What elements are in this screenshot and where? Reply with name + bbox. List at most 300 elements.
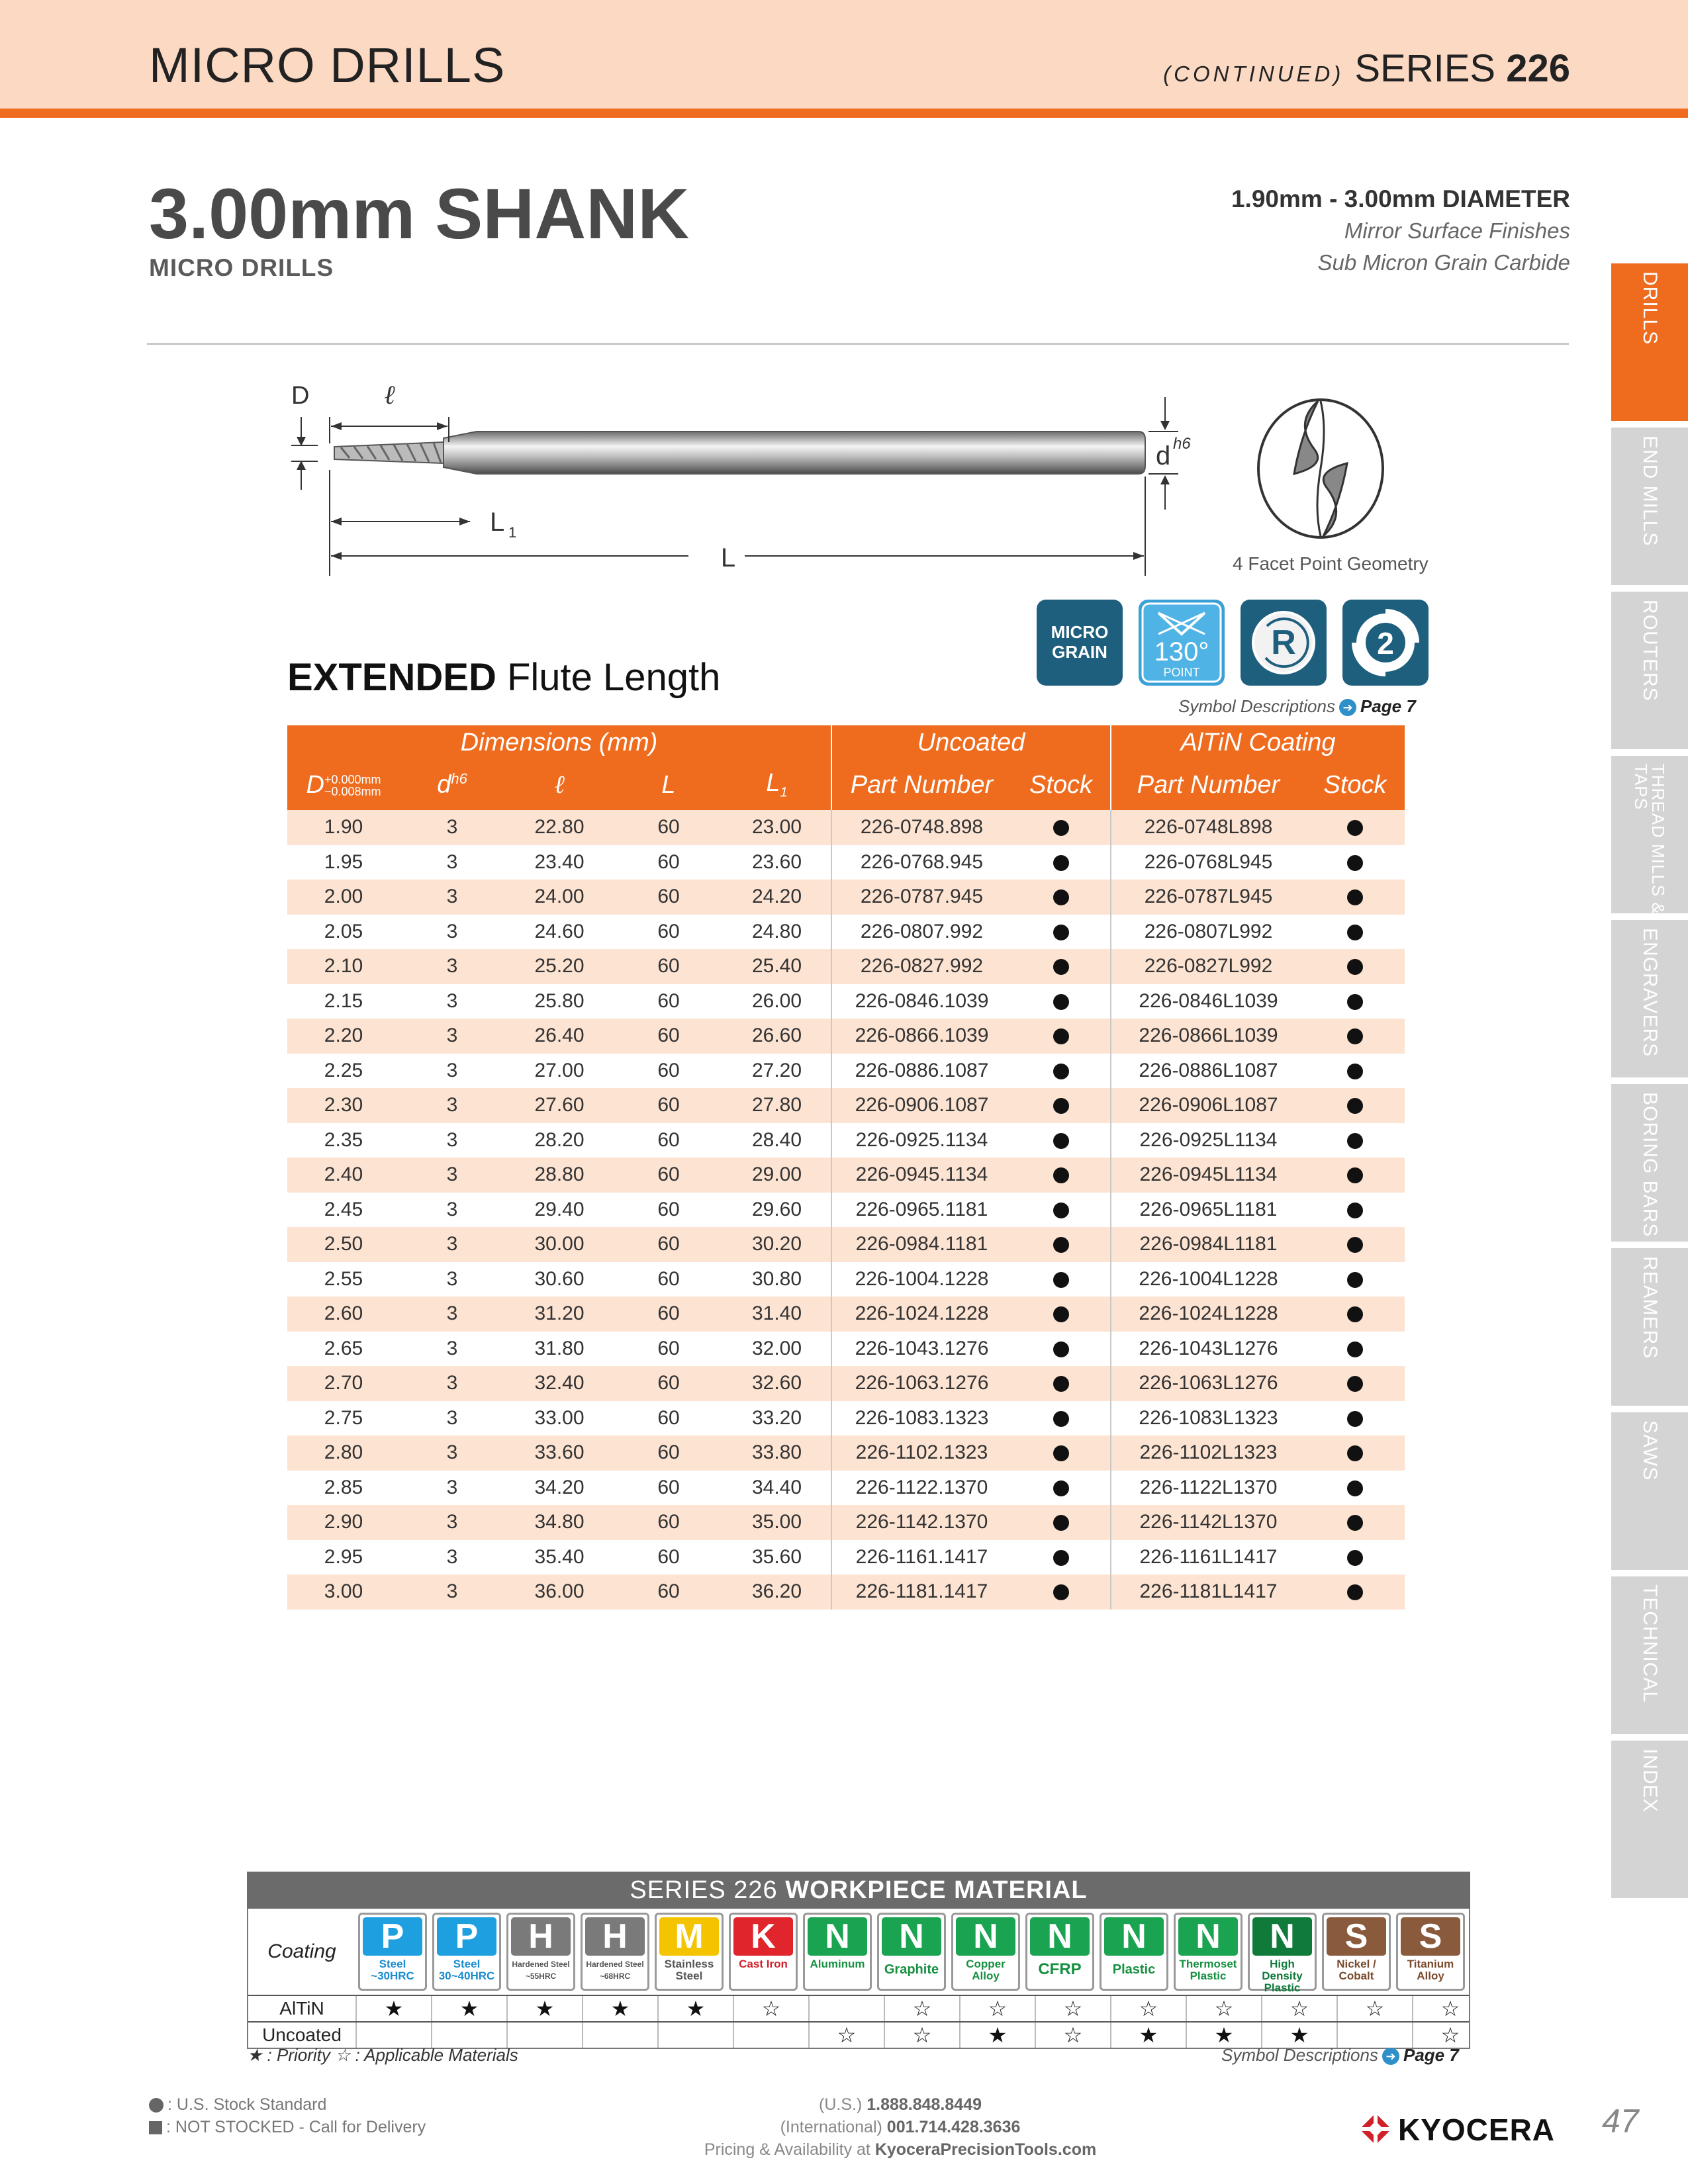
- cell-length-L1: 27.80: [723, 1088, 831, 1123]
- page-number: 47: [1602, 2103, 1639, 2140]
- kyocera-logo: [1356, 2109, 1556, 2150]
- stock-dot-icon: [1347, 1237, 1363, 1253]
- cell-shank-diameter: 3: [400, 984, 504, 1019]
- stock-dot-icon: [1053, 820, 1069, 836]
- stock-dot-icon: [1053, 1203, 1069, 1218]
- material-cell: [652, 1913, 726, 1991]
- cell-overall-length: 60: [614, 880, 723, 915]
- cell-part-number-altin: 226-0846L1039: [1111, 984, 1305, 1019]
- cell-flute-length: 24.60: [504, 915, 614, 950]
- material-name: Steel ~30HRC: [371, 1958, 414, 1982]
- col-D-symbol: D: [306, 770, 324, 799]
- material-badge: [1100, 1913, 1168, 1991]
- uncoated-rating: [355, 2023, 431, 2048]
- cell-part-number-altin: 226-1122L1370: [1111, 1471, 1305, 1506]
- international-phone: (International) 001.714.428.3636: [780, 2118, 1021, 2136]
- label-h6: h6: [1173, 435, 1191, 453]
- cell-length-L1: 27.20: [723, 1054, 831, 1089]
- material-name: Stainless Steel: [664, 1958, 714, 1982]
- cell-stock-altin: [1305, 1297, 1405, 1332]
- table-row: [287, 1401, 1405, 1436]
- col-header-stock: Stock: [1011, 760, 1111, 810]
- cell-shank-diameter: 3: [400, 1193, 504, 1228]
- side-tab-drills[interactable]: [1611, 263, 1688, 421]
- table-row: [287, 1332, 1405, 1367]
- cell-part-number-altin: 226-1142L1370: [1111, 1505, 1305, 1540]
- material-badge: [1322, 1913, 1391, 1991]
- cell-flute-length: 27.60: [504, 1088, 614, 1123]
- label-D: D: [291, 382, 310, 410]
- cell-flute-length: 24.00: [504, 880, 614, 915]
- two-flute-badge: [1342, 600, 1429, 686]
- cell-part-number: 226-0906.1087: [831, 1088, 1011, 1123]
- side-tab-end-mills[interactable]: [1611, 428, 1688, 585]
- material-cell: [355, 1913, 430, 1991]
- cell-part-number-altin: 226-1181L1417: [1111, 1574, 1305, 1610]
- uncoated-row: [248, 2021, 1469, 2048]
- l-arrow-left: [331, 422, 342, 430]
- material-cell: [1245, 1913, 1319, 1994]
- table-row: [287, 1158, 1405, 1193]
- cell-stock-altin: [1305, 1574, 1405, 1610]
- uncoated-rating: [1336, 2023, 1412, 2048]
- label-L1: L: [490, 508, 505, 537]
- stock-dot-icon: [1347, 1167, 1363, 1183]
- continued-label: (CONTINUED): [1163, 62, 1344, 86]
- cell-flute-length: 34.20: [504, 1471, 614, 1506]
- stock-dot-icon: [1347, 1342, 1363, 1357]
- table-row: [287, 1574, 1405, 1610]
- altin-rating: ☆: [733, 1996, 808, 2021]
- cell-overall-length: 60: [614, 1123, 723, 1158]
- altin-rating: ★: [355, 1996, 431, 2021]
- table-row: [287, 1540, 1405, 1575]
- cell-overall-length: 60: [614, 1088, 723, 1123]
- col-header-D: [287, 760, 400, 810]
- cell-stock: [1011, 1435, 1111, 1471]
- cell-part-number: 226-1043.1276: [831, 1332, 1011, 1367]
- table-row: [287, 1054, 1405, 1089]
- cell-shank-diameter: 3: [400, 1435, 504, 1471]
- cell-stock: [1011, 810, 1111, 845]
- cell-stock-altin: [1305, 1435, 1405, 1471]
- cell-stock-altin: [1305, 1471, 1405, 1506]
- uncoated-rating: [506, 2023, 582, 2048]
- cell-stock: [1011, 1471, 1111, 1506]
- cell-length-L1: 24.20: [723, 880, 831, 915]
- material-cell: [504, 1913, 578, 1991]
- table-row: [287, 1366, 1405, 1401]
- header-rule: [0, 109, 1688, 118]
- cell-stock-altin: [1305, 1019, 1405, 1054]
- side-tab-label: SAWS: [1639, 1420, 1661, 1481]
- radius-icon: [1241, 600, 1327, 686]
- cell-stock: [1011, 1540, 1111, 1575]
- material-name: Steel 30~40HRC: [438, 1958, 495, 1982]
- cell-flute-length: 25.20: [504, 949, 614, 984]
- stock-dot-icon: [1053, 1098, 1069, 1114]
- cell-part-number: 226-0787.945: [831, 880, 1011, 915]
- cell-flute-length: 36.00: [504, 1574, 614, 1610]
- cell-flute-length: 28.20: [504, 1123, 614, 1158]
- group-header-dimensions: Dimensions (mm): [287, 725, 831, 760]
- material-icon-row: [248, 1909, 1469, 1995]
- cell-flute-length: 31.80: [504, 1332, 614, 1367]
- side-tab-boring-bars[interactable]: [1611, 1084, 1688, 1242]
- material-name: CFRP: [1038, 1960, 1082, 1978]
- table-row: [287, 984, 1405, 1019]
- title-divider: [147, 343, 1569, 345]
- cell-shank-diameter: 3: [400, 810, 504, 845]
- stock-dot-icon: [1347, 1203, 1363, 1218]
- material-letter: M: [659, 1917, 719, 1956]
- cell-diameter: 2.30: [287, 1088, 400, 1123]
- table-row: [287, 1123, 1405, 1158]
- cell-part-number-altin: 226-0984L1181: [1111, 1227, 1305, 1262]
- cell-flute-length: 25.80: [504, 984, 614, 1019]
- stock-dot-icon: [1053, 889, 1069, 905]
- cell-length-L1: 35.60: [723, 1540, 831, 1575]
- symbol-descriptions-page: Page 7: [1360, 696, 1416, 716]
- col-d-symbol: d: [437, 770, 451, 799]
- material-name: Thermoset Plastic: [1179, 1958, 1237, 1982]
- table-row: [287, 949, 1405, 984]
- cell-part-number-altin: 226-0748L898: [1111, 810, 1305, 845]
- workpiece-title-bold: WORKPIECE MATERIAL: [785, 1876, 1088, 1904]
- cell-part-number-altin: 226-1043L1276: [1111, 1332, 1305, 1367]
- material-badge: [951, 1913, 1020, 1991]
- altin-rating: ☆: [1110, 1996, 1186, 2021]
- cell-stock: [1011, 1366, 1111, 1401]
- side-tab-label: DRILLS: [1639, 271, 1661, 345]
- cell-shank-diameter: 3: [400, 1297, 504, 1332]
- stock-dot-icon: [149, 2098, 164, 2113]
- facet-geometry-icon: [1254, 396, 1387, 541]
- cell-stock: [1011, 1297, 1111, 1332]
- cell-stock-altin: [1305, 1088, 1405, 1123]
- material-letter: N: [956, 1917, 1015, 1956]
- d-arrow-bottom-head: [1160, 475, 1170, 484]
- material-cell: [874, 1913, 949, 1991]
- cell-flute-length: 35.40: [504, 1540, 614, 1575]
- stock-dot-icon: [1347, 889, 1363, 905]
- cell-overall-length: 60: [614, 1332, 723, 1367]
- cell-part-number: 226-0748.898: [831, 810, 1011, 845]
- side-tab-label: ROUTERS: [1639, 600, 1661, 702]
- stock-dot-icon: [1347, 959, 1363, 975]
- side-tab-saws[interactable]: [1611, 1412, 1688, 1570]
- cell-part-number: 226-1122.1370: [831, 1471, 1011, 1506]
- col-D-tol-minus: −0.008mm: [324, 785, 381, 799]
- stock-dot-icon: [1053, 1515, 1069, 1531]
- radius-badge: [1241, 600, 1327, 686]
- stock-dot-icon: [1053, 1064, 1069, 1079]
- cell-overall-length: 60: [614, 915, 723, 950]
- altin-rating: [808, 1996, 884, 2021]
- uncoated-rating: ★: [1110, 2023, 1186, 2048]
- cell-part-number-altin: 226-0906L1087: [1111, 1088, 1305, 1123]
- cell-stock: [1011, 1401, 1111, 1436]
- cell-part-number: 226-1024.1228: [831, 1297, 1011, 1332]
- cell-part-number-altin: 226-1083L1323: [1111, 1401, 1305, 1436]
- group-header-altin: AlTiN Coating: [1111, 725, 1405, 760]
- cell-part-number: 226-1102.1323: [831, 1435, 1011, 1471]
- drill-dimension-diagram: [278, 371, 1205, 582]
- material-name: Plastic: [1112, 1962, 1156, 1977]
- cell-flute-length: 30.60: [504, 1262, 614, 1297]
- cell-stock-altin: [1305, 880, 1405, 915]
- cell-flute-length: 23.40: [504, 845, 614, 880]
- finish-note: Mirror Surface Finishes: [1344, 218, 1570, 243]
- badge-line2: GRAIN: [1052, 642, 1107, 662]
- stock-dot-icon: [1053, 1445, 1069, 1461]
- diameter-range: 1.90mm - 3.00mm DIAMETER: [1231, 185, 1570, 212]
- cell-stock: [1011, 1088, 1111, 1123]
- altin-rating: ★: [506, 1996, 582, 2021]
- cell-shank-diameter: 3: [400, 1366, 504, 1401]
- cell-part-number: 226-0846.1039: [831, 984, 1011, 1019]
- material-cell: [726, 1913, 800, 1991]
- uncoated-rating: ★: [1186, 2023, 1261, 2048]
- stock-dot-icon: [1347, 994, 1363, 1010]
- cell-shank-diameter: 3: [400, 880, 504, 915]
- side-tab-thread-mills[interactable]: [1611, 756, 1688, 913]
- cell-diameter: 2.20: [287, 1019, 400, 1054]
- cell-shank-diameter: 3: [400, 1540, 504, 1575]
- L1-arrow-right: [459, 518, 470, 525]
- cell-part-number-altin: 226-1004L1228: [1111, 1262, 1305, 1297]
- cell-part-number: 226-1004.1228: [831, 1262, 1011, 1297]
- material-badge: [803, 1913, 872, 1991]
- cell-overall-length: 60: [614, 1297, 723, 1332]
- series-heading: [1163, 46, 1570, 91]
- material-cell: [1023, 1913, 1097, 1991]
- workpiece-title-prefix: SERIES 226: [630, 1876, 786, 1904]
- cell-part-number: 226-1181.1417: [831, 1574, 1011, 1610]
- altin-rating: ★: [431, 1996, 506, 2021]
- cell-length-L1: 25.40: [723, 949, 831, 984]
- col-header-part-number-altin: Part Number: [1111, 760, 1305, 810]
- symbol-descriptions-link-bottom[interactable]: [1221, 2045, 1459, 2066]
- cell-part-number: 226-0965.1181: [831, 1193, 1011, 1228]
- material-badge: [729, 1913, 798, 1991]
- stock-dot-icon: [1347, 1028, 1363, 1044]
- side-tab-routers[interactable]: [1611, 592, 1688, 749]
- cell-shank-diameter: 3: [400, 1019, 504, 1054]
- cell-diameter: 3.00: [287, 1574, 400, 1610]
- point-angle-value: 130°: [1154, 637, 1209, 666]
- stock-dot-icon: [1347, 1480, 1363, 1496]
- cell-flute-length: 33.00: [504, 1401, 614, 1436]
- cell-stock: [1011, 1158, 1111, 1193]
- cell-stock: [1011, 880, 1111, 915]
- cell-part-number-altin: 226-0945L1134: [1111, 1158, 1305, 1193]
- stock-dot-icon: [1053, 1411, 1069, 1427]
- cell-shank-diameter: 3: [400, 1158, 504, 1193]
- material-badge: [432, 1913, 501, 1991]
- cell-length-L1: 30.80: [723, 1262, 831, 1297]
- cell-part-number-altin: 226-0807L992: [1111, 915, 1305, 950]
- arrow-right-icon: ➔: [1382, 2048, 1399, 2065]
- uncoated-rating: [733, 2023, 808, 2048]
- cell-shank-diameter: 3: [400, 1054, 504, 1089]
- cell-stock-altin: [1305, 984, 1405, 1019]
- cell-shank-diameter: 3: [400, 1401, 504, 1436]
- point-angle-label: POINT: [1163, 666, 1200, 679]
- material-letter: N: [1104, 1917, 1164, 1956]
- cell-diameter: 2.00: [287, 880, 400, 915]
- cell-length-L1: 33.20: [723, 1401, 831, 1436]
- stock-dot-icon: [1053, 1342, 1069, 1357]
- cell-shank-diameter: 3: [400, 845, 504, 880]
- side-tab-technical[interactable]: [1611, 1576, 1688, 1734]
- side-tab-label: BORING BARS: [1639, 1092, 1661, 1238]
- stock-dot-icon: [1053, 1480, 1069, 1496]
- stock-dot-icon: [1053, 1550, 1069, 1566]
- cell-length-L1: 36.20: [723, 1574, 831, 1610]
- cell-length-L1: 23.60: [723, 845, 831, 880]
- cell-stock-altin: [1305, 915, 1405, 950]
- stock-dot-icon: [1347, 1064, 1363, 1079]
- cell-part-number: 226-0886.1087: [831, 1054, 1011, 1089]
- stock-dot-icon: [1347, 1550, 1363, 1566]
- cell-shank-diameter: 3: [400, 1262, 504, 1297]
- product-subtitle: MICRO DRILLS: [149, 254, 334, 281]
- cell-part-number: 226-1063.1276: [831, 1366, 1011, 1401]
- table-row: [287, 1193, 1405, 1228]
- side-tab-engravers[interactable]: [1611, 920, 1688, 1077]
- uncoated-rating: ★: [959, 2023, 1035, 2048]
- label-flute-length: ℓ: [384, 380, 395, 410]
- cell-shank-diameter: 3: [400, 915, 504, 950]
- cell-part-number-altin: 226-0768L945: [1111, 845, 1305, 880]
- stock-dot-icon: [1053, 1272, 1069, 1288]
- cell-overall-length: 60: [614, 1401, 723, 1436]
- table-row: [287, 880, 1405, 915]
- two-flute-icon: [1342, 600, 1429, 686]
- L-arrow-right: [1133, 552, 1144, 560]
- uncoated-rating: ☆: [1035, 2023, 1110, 2048]
- col-header-l: ℓ: [504, 760, 614, 810]
- cell-part-number-altin: 226-1024L1228: [1111, 1297, 1305, 1332]
- material-cell: [1393, 1913, 1468, 1991]
- altin-row: [248, 1995, 1469, 2021]
- cell-stock: [1011, 1193, 1111, 1228]
- table-row: [287, 1471, 1405, 1506]
- label-L1-sub: 1: [508, 524, 517, 541]
- table-row: [287, 1227, 1405, 1262]
- material-badge: [506, 1913, 575, 1991]
- material-name: Hardened Steel ~68HRC: [586, 1960, 644, 1981]
- cell-length-L1: 32.60: [723, 1366, 831, 1401]
- cell-stock-altin: [1305, 1505, 1405, 1540]
- side-tab-index[interactable]: [1611, 1741, 1688, 1898]
- material-name: High Density Plastic: [1262, 1958, 1303, 1994]
- side-tab-reamers[interactable]: [1611, 1248, 1688, 1406]
- stock-dot-icon: [1347, 1098, 1363, 1114]
- stock-dot-icon: [1053, 1584, 1069, 1600]
- cell-flute-length: 30.00: [504, 1227, 614, 1262]
- cell-part-number-altin: 226-0787L945: [1111, 880, 1305, 915]
- L-arrow-left: [331, 552, 342, 560]
- stock-dot-icon: [1053, 1237, 1069, 1253]
- cell-overall-length: 60: [614, 1158, 723, 1193]
- cell-shank-diameter: 3: [400, 1088, 504, 1123]
- logo-text: KYOCERA: [1398, 2113, 1556, 2147]
- altin-rating: ☆: [1412, 1996, 1487, 2021]
- cell-diameter: 2.90: [287, 1505, 400, 1540]
- material-cell: [800, 1913, 874, 1991]
- cell-overall-length: 60: [614, 1193, 723, 1228]
- col-header-part-number: Part Number: [831, 760, 1011, 810]
- side-tab-label: THREAD MILLS & TAPS: [1631, 764, 1668, 915]
- cell-overall-length: 60: [614, 1435, 723, 1471]
- cell-diameter: 2.40: [287, 1158, 400, 1193]
- cell-overall-length: 60: [614, 1574, 723, 1610]
- material-letter: K: [733, 1917, 793, 1956]
- cell-diameter: 2.45: [287, 1193, 400, 1228]
- cell-part-number-altin: 226-0866L1039: [1111, 1019, 1305, 1054]
- cell-stock: [1011, 1262, 1111, 1297]
- cell-stock-altin: [1305, 1158, 1405, 1193]
- material-name: Nickel / Cobalt: [1336, 1958, 1376, 1982]
- uncoated-rating: ☆: [884, 2023, 959, 2048]
- cell-diameter: 2.80: [287, 1435, 400, 1471]
- table-row: [287, 1262, 1405, 1297]
- label-d: d: [1156, 441, 1171, 471]
- cell-stock: [1011, 1019, 1111, 1054]
- material-letter: N: [808, 1917, 867, 1956]
- stock-dot-icon: [1347, 1133, 1363, 1149]
- cell-flute-length: 22.80: [504, 810, 614, 845]
- stock-dot-icon: [1053, 994, 1069, 1010]
- cell-diameter: 2.05: [287, 915, 400, 950]
- table-row: [287, 810, 1405, 845]
- cell-length-L1: 33.80: [723, 1435, 831, 1471]
- uncoated-rating: ☆: [1412, 2023, 1487, 2048]
- cell-stock: [1011, 915, 1111, 950]
- material-letter: N: [1178, 1917, 1238, 1956]
- stock-dot-icon: [1053, 1028, 1069, 1044]
- cell-part-number-altin: 226-0886L1087: [1111, 1054, 1305, 1089]
- cell-part-number: 226-0807.992: [831, 915, 1011, 950]
- uncoated-rating: [431, 2023, 506, 2048]
- cell-part-number: 226-1142.1370: [831, 1505, 1011, 1540]
- not-stocked-square-icon: [149, 2121, 162, 2134]
- side-tab-label: ENGRAVERS: [1639, 928, 1661, 1058]
- stock-dot-icon: [1347, 1445, 1363, 1461]
- cell-flute-length: 34.80: [504, 1505, 614, 1540]
- stock-dot-icon: [1347, 1272, 1363, 1288]
- col-header-stock-altin: Stock: [1305, 760, 1405, 810]
- facet-caption: 4 Facet Point Geometry: [1233, 553, 1429, 574]
- cell-part-number-altin: 226-0827L992: [1111, 949, 1305, 984]
- stock-dot-icon: [1053, 855, 1069, 871]
- side-tab-label: TECHNICAL: [1639, 1584, 1661, 1704]
- symbol-descriptions-text: Symbol Descriptions: [1221, 2045, 1378, 2065]
- material-letter: S: [1401, 1917, 1460, 1956]
- series-number: 226: [1506, 47, 1570, 90]
- material-letter: H: [585, 1917, 645, 1956]
- stock-dot-icon: [1053, 925, 1069, 940]
- stock-dot-icon: [1347, 1584, 1363, 1600]
- uncoated-rating: ☆: [808, 2023, 884, 2048]
- cell-part-number-altin: 226-1161L1417: [1111, 1540, 1305, 1575]
- cell-stock-altin: [1305, 1332, 1405, 1367]
- pricing-availability[interactable]: Pricing & Availability at KyoceraPrecisionTools.com: [704, 2140, 1097, 2159]
- cell-part-number: 226-1083.1323: [831, 1401, 1011, 1436]
- symbol-descriptions-link[interactable]: [1178, 696, 1416, 717]
